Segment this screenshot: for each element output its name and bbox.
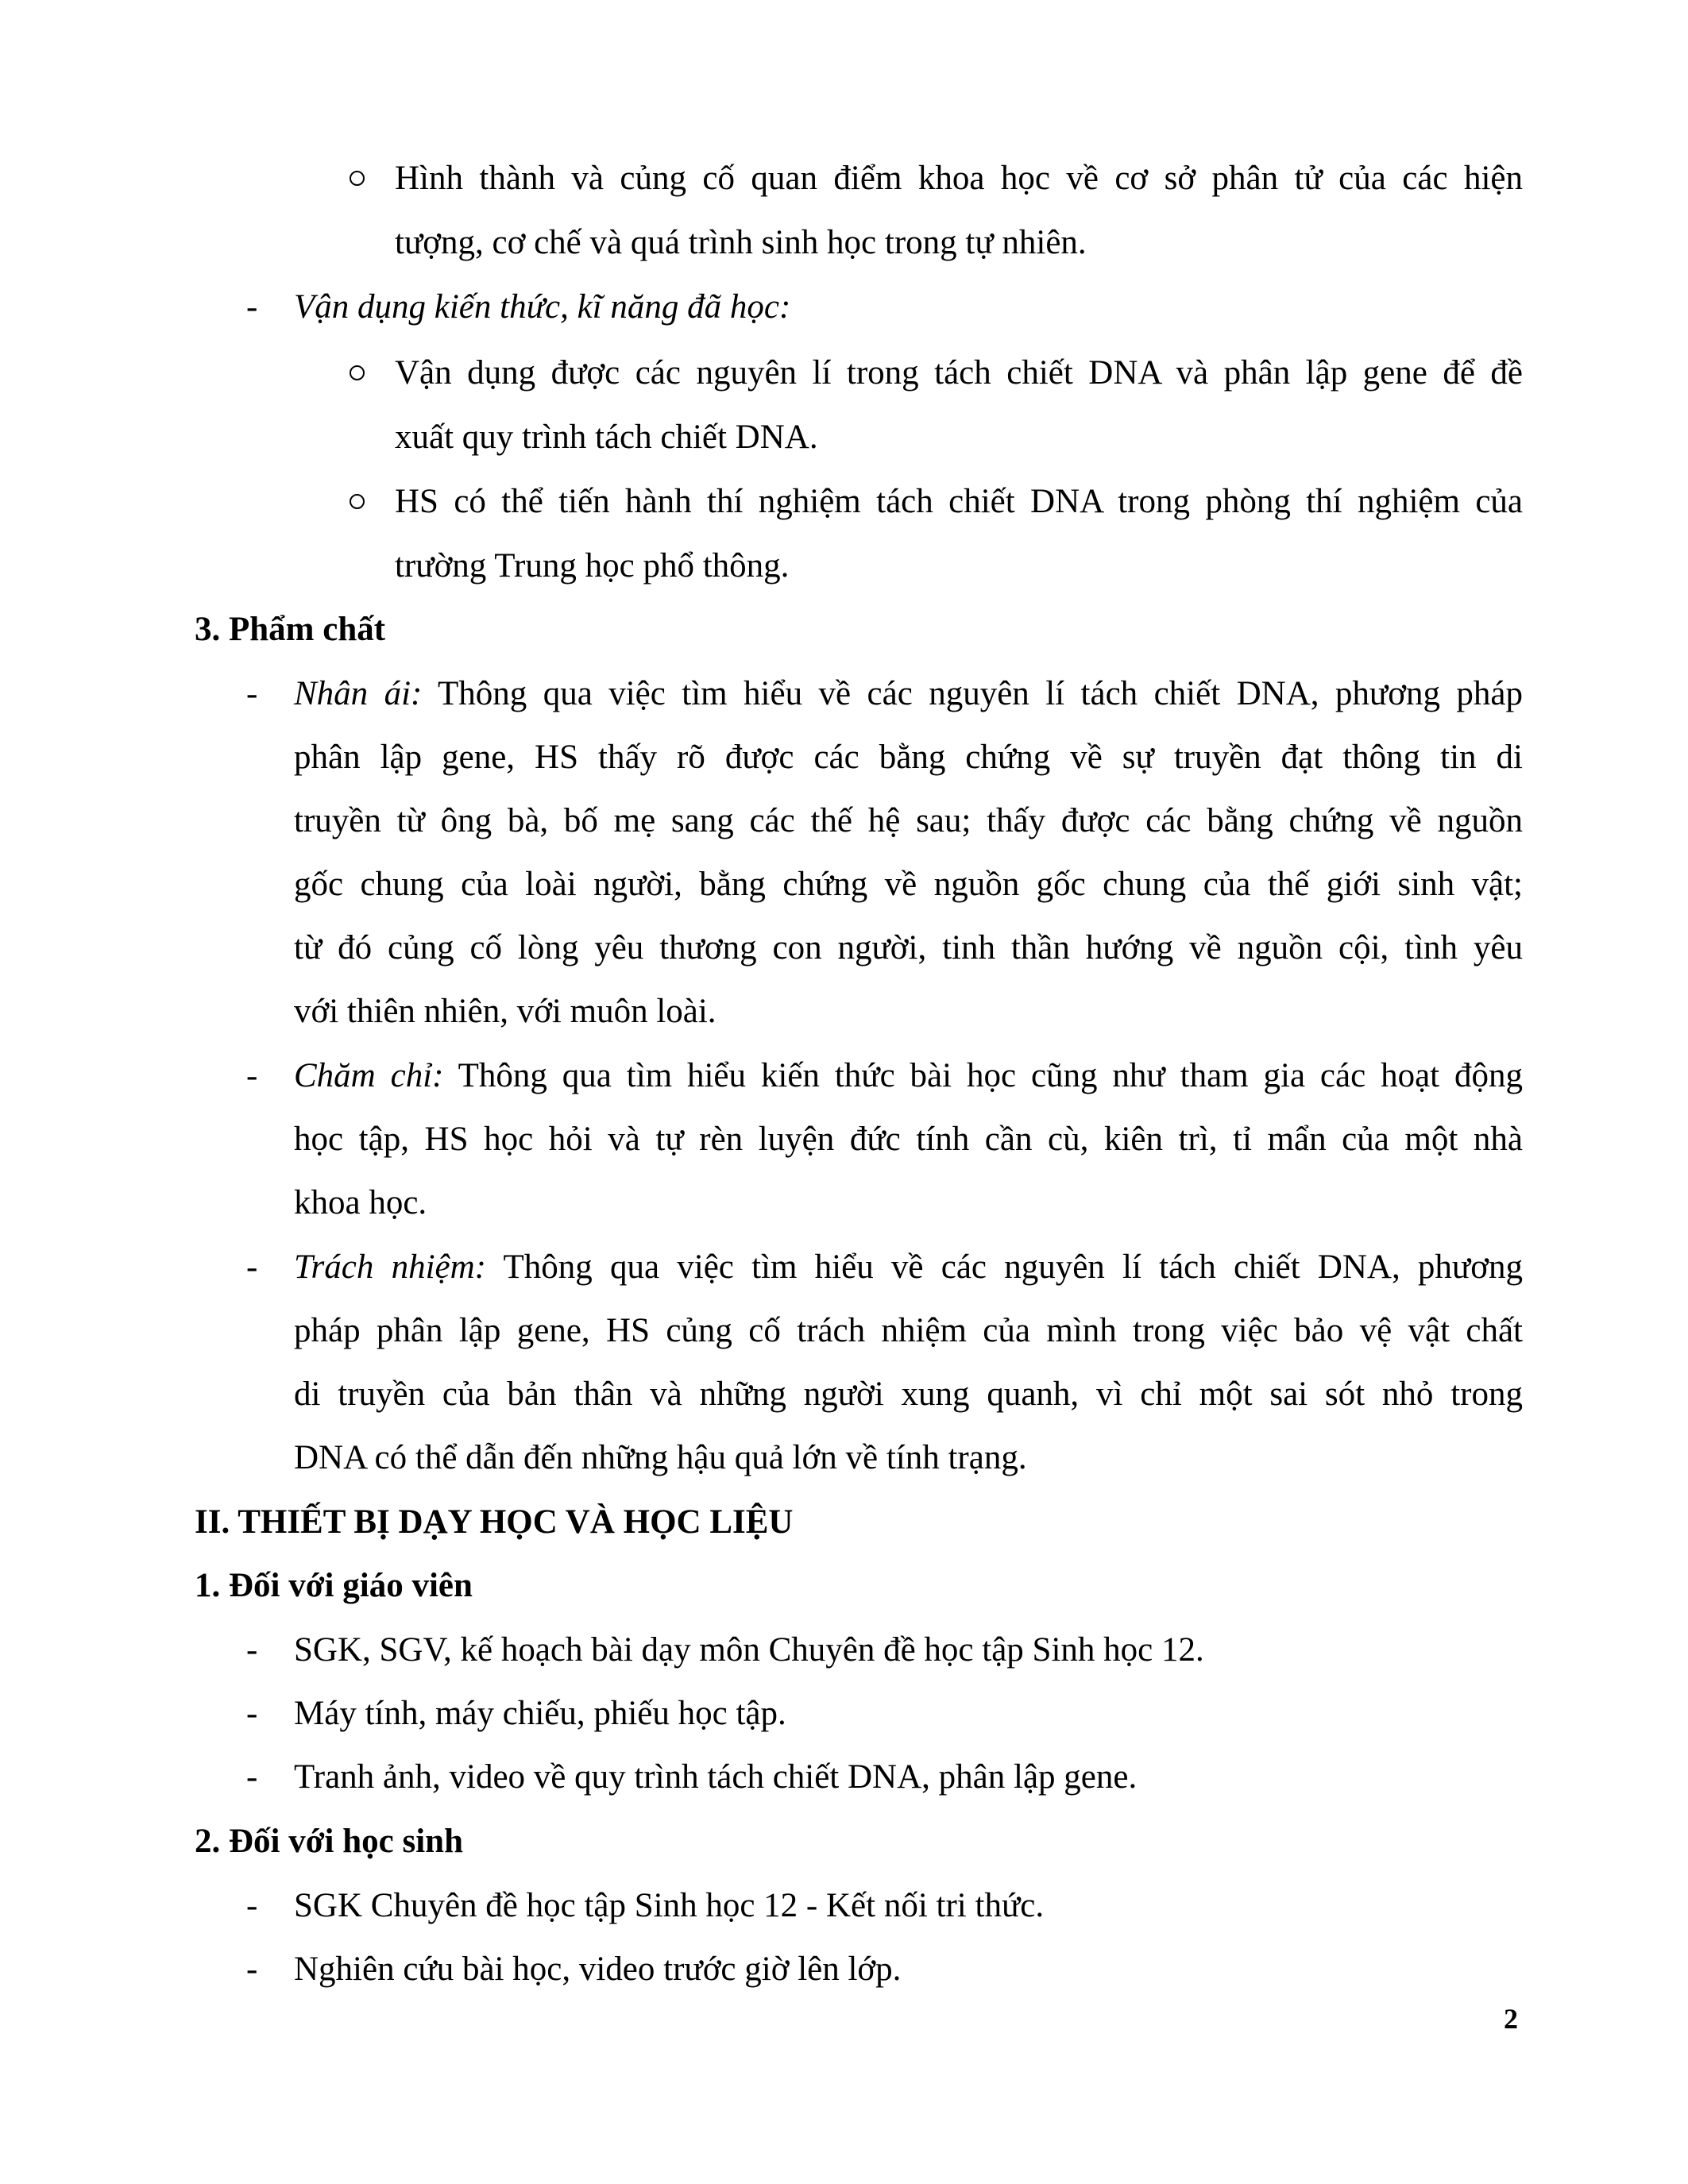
trach-nhiem-label: Trách nhiệm: [294,1248,486,1286]
dash-bullet: - [246,1887,258,1924]
dash-bullet: - [246,1695,258,1732]
paragraph-line: gốc chung của loài người, bằng chứng về nguồn gốc chung của thế giới sinh vật; [294,866,1523,903]
dash-bullet: - [246,288,258,326]
paragraph-line: từ đó củng cố lòng yêu thương con người, tinh thần hướng về nguồn cội, tình yêu [294,929,1523,967]
paragraph-line: Trách nhiệm: Thông qua việc tìm hiểu về các nguyên lí tách chiết DNA, phương [294,1248,1523,1286]
list-item: SGK Chuyên đề học tập Sinh học 12 - Kết nối tri thức. [294,1887,1045,1924]
paragraph-line: DNA có thể dẫn đến những hậu quả lớn về tính trạng. [294,1439,1027,1476]
paragraph-line: Nhân ái: Thông qua việc tìm hiểu về các nguyên lí tách chiết DNA, phương pháp [294,675,1523,712]
paragraph-line: khoa học. [294,1184,427,1221]
subsection-heading: 2. Đối với học sinh [195,1823,464,1860]
cham-chi-label: Chăm chỉ: [294,1057,444,1094]
paragraph-line: phân lập gene, HS thấy rõ được các bằng chứng về sự truyền đạt thông tin di [294,739,1523,776]
page-number: 2 [1504,2003,1518,2035]
paragraph-line: Hình thành và củng cố quan điểm khoa học về cơ sở phân tử của các hiện [395,160,1523,197]
circle-bullet-icon [350,494,365,509]
paragraph-line: học tập, HS học hỏi và tự rèn luyện đức tính cần cù, kiên trì, tỉ mẩn của một nhà [294,1121,1523,1158]
nhan-ai-label: Nhân ái: [294,675,423,712]
paragraph-line: HS có thể tiến hành thí nghiệm tách chiết DNA trong phòng thí nghiệm của [395,483,1523,520]
paragraph-line: truyền từ ông bà, bố mẹ sang các thế hệ sau; thấy được các bằng chứng về nguồn [294,802,1523,839]
paragraph-line: tượng, cơ chế và quá trình sinh học trong tự nhiên. [395,224,1087,261]
list-item: Tranh ảnh, video về quy trình tách chiết DNA, phân lập gene. [294,1758,1138,1796]
dash-bullet: - [246,675,258,712]
circle-bullet-icon [350,365,365,380]
dash-bullet: - [246,1631,258,1669]
section-heading: II. THIẾT BỊ DẠY HỌC VÀ HỌC LIỆU [195,1503,794,1541]
circle-bullet-icon [350,171,365,186]
paragraph-line: Chăm chỉ: Thông qua tìm hiểu kiến thức bài học cũng như tham gia các hoạt động [294,1057,1523,1094]
list-item: Máy tính, máy chiếu, phiếu học tập. [294,1695,786,1732]
dash-bullet: - [246,1758,258,1796]
dash-bullet: - [246,1057,258,1094]
dash-bullet: - [246,1951,258,1988]
paragraph-line: với thiên nhiên, với muôn loài. [294,993,717,1030]
paragraph-line: trường Trung học phổ thông. [395,547,790,585]
list-item: SGK, SGV, kế hoạch bài dạy môn Chuyên đề học tập Sinh học 12. [294,1631,1204,1669]
paragraph-line: di truyền của bản thân và những người xung quanh, vì chỉ một sai sót nhỏ trong [294,1376,1523,1413]
section-heading: 3. Phẩm chất [195,611,386,648]
paragraph-line: xuất quy trình tách chiết DNA. [395,419,818,456]
subsection-heading: 1. Đối với giáo viên [195,1567,473,1604]
paragraph-line: Vận dụng được các nguyên lí trong tách chiết DNA và phân lập gene để đề [395,354,1523,392]
apply-label: Vận dụng kiến thức, kĩ năng đã học: [294,288,791,326]
paragraph-line: pháp phân lập gene, HS củng cố trách nhiệm của mình trong việc bảo vệ vật chất [294,1312,1523,1349]
list-item: Nghiên cứu bài học, video trước giờ lên lớp. [294,1951,902,1988]
dash-bullet: - [246,1248,258,1286]
